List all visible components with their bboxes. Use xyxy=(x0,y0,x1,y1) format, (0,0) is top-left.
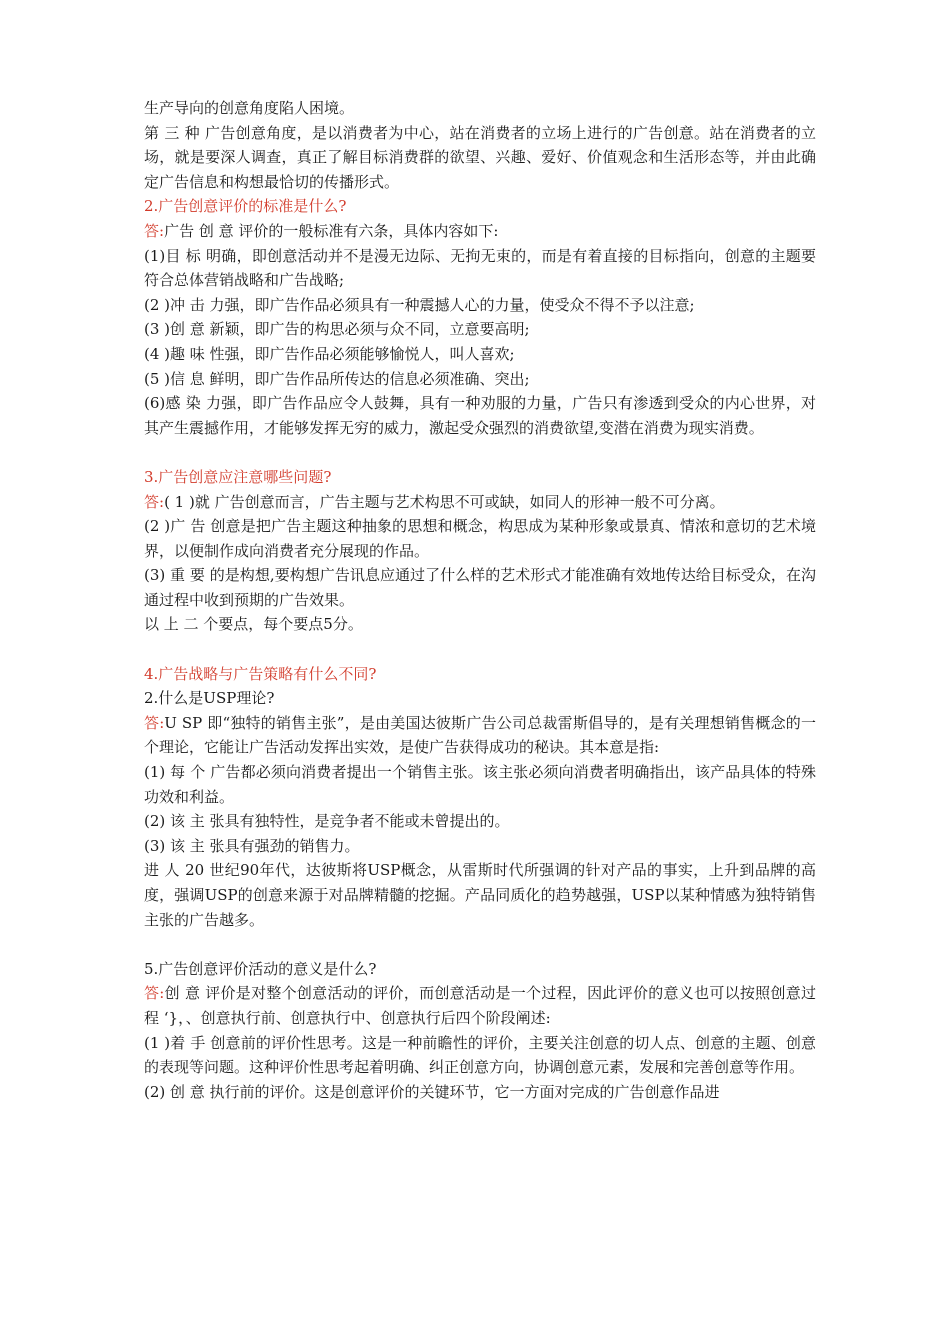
spacer xyxy=(144,637,816,662)
question-heading: 4.广告战略与广告策略有什么不同? xyxy=(144,664,377,683)
answer-paragraph xyxy=(144,490,816,515)
document-page xyxy=(144,96,816,1104)
paragraph: 第 三 种 广告创意角度，是以消费者为中心，站在消费者的立场上进行的广告创意。站在消费者的立场，就是要深人调查，真正了解目标消费群的欲望、兴趣、爱好、价值观念和生活形态等，并由此确定广告信息和构想最恰切的传播形式。 xyxy=(144,123,816,191)
question-heading: 3.广告创意应注意哪些问题? xyxy=(144,467,332,486)
list-item: (4 )趣 味 性强，即广告作品必须能够愉悦人，叫人喜欢; xyxy=(144,344,515,363)
list-item: (1)目 标 明确，即创意活动并不是漫无边际、无拘无束的，而是有着直接的目标指向，创意的主题要符合总体营销战略和广告战略; xyxy=(144,246,816,290)
answer-text: 创 意 评价是对整个创意活动的评价，而创意活动是一个过程，因此评价的意义也可以按照创意过程 ‘}，、创意执行前、创意执行中、创意执行后四个阶段阐述: xyxy=(144,984,816,1027)
question-heading: 2.广告创意评价的标准是什么? xyxy=(144,197,347,216)
list-item: (2) 该 主 张具有独特性，是竞争者不能或未曾提出的。 xyxy=(144,812,510,831)
question-heading-plain: 2.什么是USP理论? xyxy=(144,689,275,708)
spacer xyxy=(144,440,816,465)
list-item: (3) 该 主 张具有强劲的销售力。 xyxy=(144,836,360,855)
answer-label: 答: xyxy=(144,492,165,511)
answer-text: ( 1 )就 广告创意而言，广告主题与艺术构思不可或缺，如同人的形神一般不可分离。 xyxy=(164,492,725,511)
list-item: (3) 重 要 的是构想,要构想广告讯息应通过了什么样的艺术形式才能准确有效地传达给目标受众，在沟通过程中收到预期的广告效果。 xyxy=(144,566,816,609)
answer-paragraph xyxy=(144,711,816,760)
answer-label: 答: xyxy=(144,713,165,732)
answer-text: 广告 创 意 评价的一般标准有六条，具体内容如下: xyxy=(164,221,499,240)
answer-paragraph xyxy=(144,981,816,1030)
list-item: (6)感 染 力强，即广告作品应令人鼓舞，具有一种劝服的力量，广告只有渗透到受众的内心世界，对其产生震撼作用，才能够发挥无穷的威力，激起受众强烈的消费欲望,变潜在消费为现实消费。 xyxy=(144,394,816,437)
paragraph: 生产导向的创意角度陷人困境。 xyxy=(144,99,355,117)
list-item: (2 )广 告 创意是把广告主题这种抽象的思想和概念，构思成为某种形象或景真、情浓和意切的艺术境界，以便制作成向消费者充分展现的作品。 xyxy=(144,517,816,560)
spacer xyxy=(144,932,816,957)
paragraph: 以 上 二 个要点，每个要点5分。 xyxy=(144,615,363,634)
answer-label: 答: xyxy=(144,984,165,1003)
answer-text: U SP 即“独特的销售主张”，是由美国达彼斯广告公司总裁雷斯倡导的，是有关理想销售概念的一个理论，它能让广告活动发挥出实效，是使广告获得成功的秘诀。其本意是指: xyxy=(144,713,816,757)
list-item: (1) 每 个 广告都必须向消费者提出一个销售主张。该主张必须向消费者明确指出，该产品具体的特殊功效和利益。 xyxy=(144,763,816,806)
list-item: (1 )着 手 创意前的评价性思考。这是一种前瞻性的评价，主要关注创意的切人点、创意的主题、创意的表现等问题。这种评价性思考起着明确、纠正创意方向，协调创意元素，发展和完善创意等作用。 xyxy=(144,1033,816,1077)
list-item: (2 )冲 击 力强，即广告作品必须具有一种震撼人心的力量，使受众不得不予以注意; xyxy=(144,295,695,314)
question-heading-plain: 5.广告创意评价活动的意义是什么? xyxy=(144,959,377,978)
list-item: (5 )信 息 鲜明，即广告作品所传达的信息必须准确、突出; xyxy=(144,369,530,388)
list-item: (2) 创 意 执行前的评价。这是创意评价的关键环节，它一方面对完成的广告创意作品进 xyxy=(144,1082,720,1101)
answer-label: 答: xyxy=(144,221,165,240)
answer-paragraph xyxy=(144,219,816,244)
list-item: (3 )创 意 新颖，即广告的构思必须与众不同，立意要高明; xyxy=(144,320,530,339)
paragraph: 进 人 20 世纪90年代，达彼斯将USP概念，从雷斯时代所强调的针对产品的事实，上升到品牌的高度，强调USP的创意来源于对品牌精髓的挖掘。产品同质化的趋势越强，USP以某种情感为独特销售主张的广告越多。 xyxy=(144,861,816,929)
